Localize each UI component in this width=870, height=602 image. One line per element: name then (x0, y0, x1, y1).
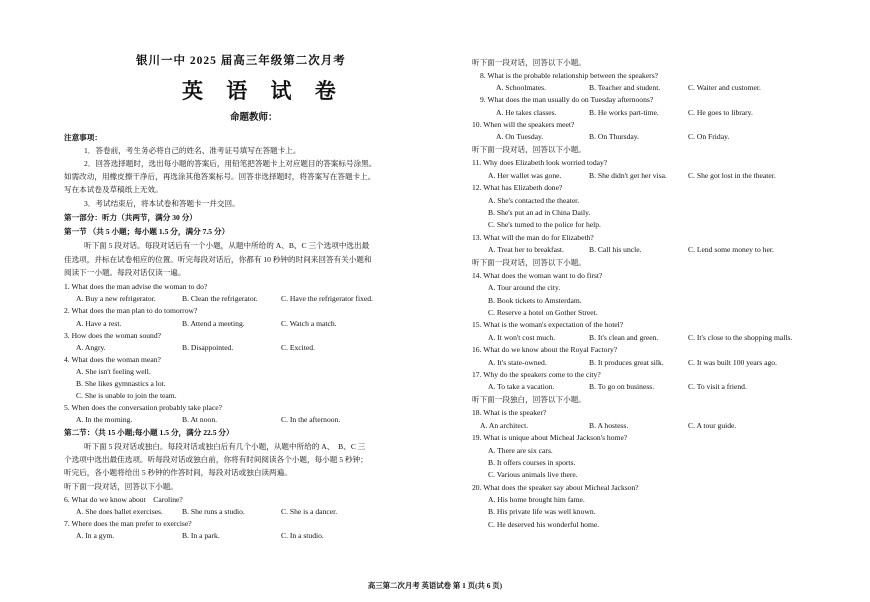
option-a: A. His home brought him fame. (488, 495, 585, 504)
option-c: C. Waiter and customer. (688, 83, 761, 92)
listen-prompt: 听下面一段对话，回答以下小题。 (472, 258, 586, 267)
question-text: 7. Where does the man prefer to exercise? (64, 519, 192, 528)
option-a: A. She does ballet exercises. (76, 507, 163, 516)
question-text: 10. When will the speakers meet? (472, 120, 575, 129)
option-c: C. Lend some money to her. (688, 245, 774, 254)
option-b: B. It produces great silk. (589, 358, 664, 367)
part1-heading: 第一部分：听力（共两节，满分 30 分） (64, 213, 197, 222)
option-a: A. He takes classes. (496, 108, 557, 117)
question-text: 4. What does the woman mean? (64, 355, 161, 364)
option-c: C. On Friday. (688, 132, 730, 141)
section2-heading: 第二节：（共 15 小题;每小题 1.5 分，满分 22.5 分） (64, 428, 234, 437)
question-text: 2. What does the man plan to do tomorrow? (64, 306, 198, 315)
notes-item: 2．回答选择题时，选出每小题的答案后，用铅笔把答题卡上对应题目的答案标号涂黑。 (84, 159, 377, 168)
monologue-prompt: 听下面一段独白，回答以下小题。 (472, 395, 586, 404)
option-c: C. She's turned to the police for help. (488, 220, 601, 229)
question-text: 14. What does the woman want to do first? (472, 271, 603, 280)
question-text: 1. What does the man advise the woman to do? (64, 282, 208, 291)
option-a: A. Her wallet was gone. (488, 171, 562, 180)
option-c: C. To visit a friend. (688, 382, 747, 391)
section2-instruction: 个选项中选出最佳选项。听每段对话或独白前，你将有时间阅读各个小题，每小题 5 秒钟； (64, 455, 368, 464)
option-b: B. Clean the refrigerator. (182, 294, 258, 303)
option-c: C. In the afternoon. (281, 415, 341, 424)
option-b: B. She didn't get her visa. (589, 171, 667, 180)
option-b: B. Disappointed. (182, 343, 234, 352)
question-text: 16. What do we know about the Royal Factory? (472, 345, 618, 354)
option-c: C. Various animals live there. (488, 470, 578, 479)
exam-subtitle: 银川一中 2025 届高三年级第二次月考 (136, 55, 346, 67)
option-b: B. On Thursday. (589, 132, 639, 141)
question-text: 19. What is unique about Micheal Jackson's home? (472, 433, 628, 442)
option-a: A. There are six cars. (488, 446, 553, 455)
question-text: 11. Why does Elizabeth look worried today? (472, 158, 608, 167)
listen-prompt: 听下面一段对话，回答以下小题。 (64, 482, 178, 491)
option-c: C. He deserved his wonderful home. (488, 520, 600, 529)
option-a: A. It's state-owned. (488, 358, 547, 367)
question-text: 5. When does the conversation probably take place? (64, 403, 223, 412)
option-b: B. He works part-time. (589, 108, 659, 117)
option-b: B. It's clean and green. (589, 333, 659, 342)
option-b: B. His private life was well known. (488, 507, 596, 516)
question-text: 15. What is the woman's expectation of the hotel? (472, 320, 624, 329)
question-text: 17. Why do the speakers come to the city? (472, 370, 601, 379)
option-a: A. It won't cost much. (488, 333, 556, 342)
option-b: B. She likes gymnastics a lot. (76, 379, 166, 388)
option-b: B. In a park. (182, 531, 220, 540)
section2-instruction: 听完后，各小题将给出 5 秒钟的作答时间，每段对话或独白读两遍。 (64, 468, 292, 477)
question-text: 20. What does the speaker say about Micheal Jackson? (472, 483, 639, 492)
page-footer: 高三第二次月考 英语试卷 第 1 页(共 6 页) (367, 581, 503, 590)
author-line: 命题教师： (230, 113, 278, 123)
option-b: B. Teacher and student. (589, 83, 661, 92)
option-c: C. Reserve a hotel on Gother Street. (488, 308, 598, 317)
option-b: B. It offers courses in sports. (488, 458, 576, 467)
option-a: A. Schoolmates. (496, 83, 546, 92)
option-c: C. She is unable to join the team. (76, 391, 177, 400)
option-c: C. She is a dancer. (281, 507, 338, 516)
notes-item: 1．答卷前，考生务必将自己的姓名、准考证号填写在答题卡上。 (84, 146, 301, 155)
option-b: B. To go on business. (589, 382, 655, 391)
question-text: 13. What will the man do for Elizabeth? (472, 233, 594, 242)
notes-item: 如需改动，用橡皮擦干净后，再选涂其他答案标号。回答非选择题时，将答案写在答题卡上。 (64, 172, 376, 181)
notes-item: 写在本试卷及草稿纸上无效。 (64, 185, 163, 194)
option-b: B. At noon. (182, 415, 218, 424)
option-a: A. To take a vacation. (488, 382, 555, 391)
option-a: A. She's contacted the theater. (488, 196, 580, 205)
option-c: C. She got lost in the theater. (688, 171, 776, 180)
question-text: 6. What do we know about Caroline? (64, 495, 183, 504)
question-text: 8. What is the probable relationship between the speakers? (480, 71, 659, 80)
option-a: A. In the morning. (76, 415, 133, 424)
notes-item: 3．考试结束后，将本试卷和答题卡一并交回。 (84, 199, 240, 208)
option-b: B. Call his uncle. (589, 245, 642, 254)
option-b: B. Attend a meeting. (182, 319, 245, 328)
option-c: C. Have the refrigerator fixed. (281, 294, 373, 303)
question-text: 18. What is the speaker? (472, 408, 547, 417)
option-c: C. He goes to library. (688, 108, 753, 117)
option-c: C. Watch a match. (281, 319, 337, 328)
option-c: C. In a studio. (281, 531, 324, 540)
option-c: C. It's close to the shopping malls. (688, 333, 793, 342)
option-a: A. Treat her to breakfast. (488, 245, 564, 254)
option-a: A. In a gym. (76, 531, 115, 540)
option-b: B. Book tickets to Amsterdam. (488, 296, 582, 305)
section1-heading: 第一节 （共 5 小题；每小题 1.5 分，满分 7.5 分） (64, 227, 230, 236)
option-b: B. She runs a studio. (182, 507, 245, 516)
section1-instruction: 阅读下一小题。每段对话仅读一遍。 (64, 268, 186, 277)
section1-instruction: 听下面 5 段对话。每段对话后有一个小题，从题中所给的 A、B、C 三个选项中选出最 (84, 241, 370, 250)
notes-heading: 注意事项： (64, 133, 102, 142)
listen-prompt: 听下面一段对话，回答以下小题。 (472, 58, 586, 67)
option-b: B. A hostess. (589, 421, 629, 430)
option-a: A. Tour around the city. (488, 283, 561, 292)
section1-instruction: 佳选项，并标在试卷相应的位置。听完每段对话后，你都有 10 秒钟的时间来回答有关小题和 (64, 255, 372, 264)
question-text: 3. How does the woman sound? (64, 331, 162, 340)
section2-instruction: 听下面 5 段对话或独白。每段对话或独白后有几个小题，从题中所给的 A、 B、C 三 (84, 442, 366, 451)
option-a: A. Angry. (76, 343, 106, 352)
option-c: C. It was built 100 years ago. (688, 358, 778, 367)
option-a: A. On Tuesday. (496, 132, 544, 141)
listen-prompt: 听下面一段对话，回答以下小题。 (472, 145, 586, 154)
option-a: A. She isn't feeling well. (76, 367, 151, 376)
question-text: 12. What has Elizabeth done? (472, 183, 563, 192)
option-c: C. A tour guide. (688, 421, 737, 430)
option-a: A. An architect. (480, 421, 529, 430)
question-text: 9. What does the man usually do on Tuesday afternoons? (480, 95, 654, 104)
option-b: B. She's put an ad in China Daily. (488, 208, 591, 217)
option-a: A. Buy a new refrigerator. (76, 294, 156, 303)
exam-title: 英 语 试 卷 (182, 79, 345, 103)
option-c: C. Excited. (281, 343, 315, 352)
option-a: A. Have a rest. (76, 319, 122, 328)
